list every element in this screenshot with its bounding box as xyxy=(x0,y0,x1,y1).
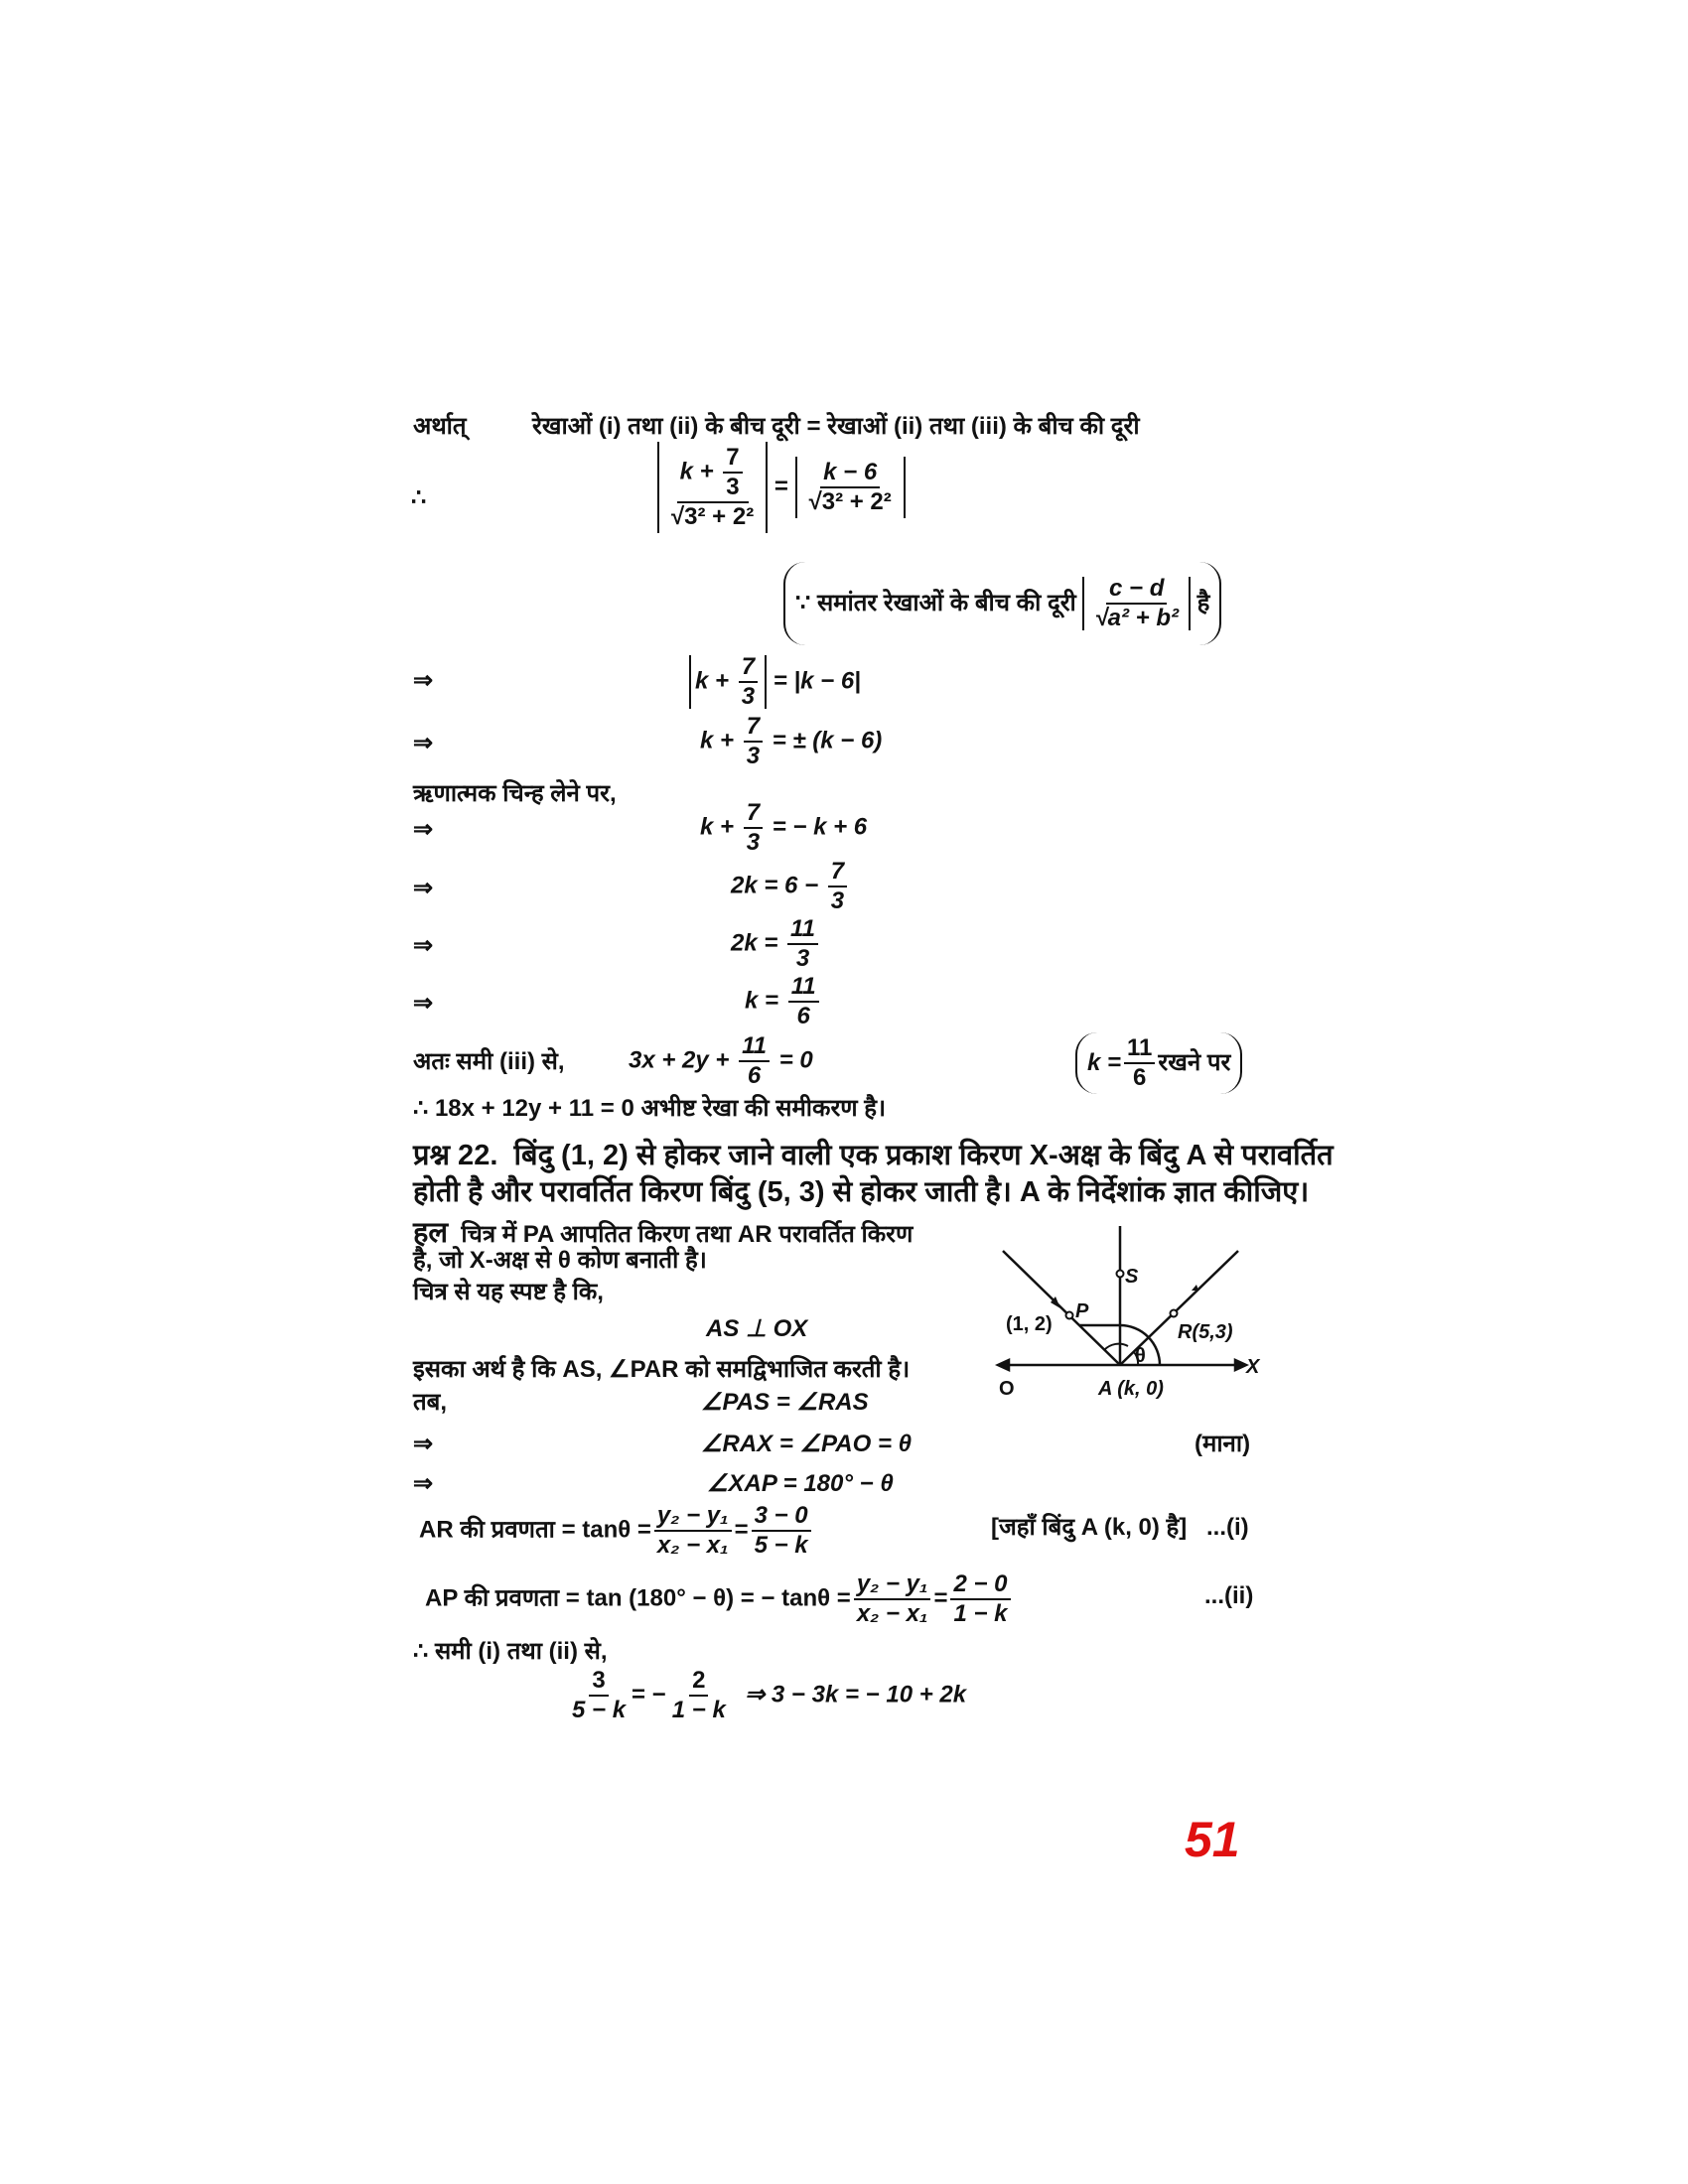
equation-tag: ...(ii) xyxy=(1204,1582,1254,1609)
ray-arrow xyxy=(1192,1285,1198,1291)
frac-den: 5 − k xyxy=(572,1697,627,1723)
frac-num: 11 xyxy=(739,1034,770,1062)
angle-equation: ∠RAX = ∠PAO = θ xyxy=(701,1431,913,1457)
axis-arrow-right xyxy=(1235,1360,1246,1370)
frac-den: √3² + 2² xyxy=(808,488,892,515)
frac-num: y₂ − y₁ xyxy=(654,1504,732,1532)
frac-num: 2 − 0 xyxy=(950,1572,1010,1600)
label-o: O xyxy=(999,1378,1015,1400)
from-equations-text: ∴ समी (i) तथा (ii) से, xyxy=(413,1638,608,1665)
frac-den: 1 − k xyxy=(671,1697,726,1723)
frac-den: 3 xyxy=(746,743,761,769)
frac-den: 1 − k xyxy=(953,1600,1008,1627)
frac-num: 7 xyxy=(828,860,847,887)
equals: = xyxy=(933,1584,948,1612)
text: 2k = 6 − xyxy=(731,872,825,899)
solution-label: हल xyxy=(413,1217,449,1249)
frac-num: 7 xyxy=(744,801,763,829)
then-text: तब, xyxy=(413,1389,448,1416)
text: AR की प्रवणता = tanθ = xyxy=(419,1516,651,1544)
frac-den: x₂ − x₁ xyxy=(856,1600,928,1627)
assumed-note: (माना) xyxy=(1195,1431,1251,1457)
frac-num: 11 xyxy=(788,975,819,1003)
implies-arrow: ⇒ xyxy=(413,1431,434,1457)
solution-text: है, जो X-अक्ष से θ कोण बनाती है। xyxy=(413,1247,707,1274)
angle-equation: ∠XAP = 180° − θ xyxy=(707,1470,894,1497)
frac-den: x₂ − x₁ xyxy=(656,1532,729,1559)
incident-ray xyxy=(1003,1251,1120,1365)
line1-lead: अर्थात् xyxy=(413,413,467,440)
text: ⇒ 3 − 3k = − 10 + 2k xyxy=(745,1681,967,1708)
equals: = xyxy=(734,1516,749,1544)
text: = − xyxy=(632,1681,666,1708)
equation-8 xyxy=(629,1034,813,1088)
frac-num: 11 xyxy=(787,917,818,945)
implies-arrow: ⇒ xyxy=(413,1470,434,1497)
frac-text: k + xyxy=(679,458,721,485)
result-equation: ∴ 18x + 12y + 11 = 0 अभीष्ट रेखा की समीकरण है। xyxy=(413,1095,887,1122)
implies-arrow: ⇒ xyxy=(413,667,434,694)
text: = |k − 6| xyxy=(773,667,861,695)
frac-den: 3 xyxy=(746,829,761,856)
question-label: प्रश्न 22. xyxy=(413,1140,498,1171)
equation-6 xyxy=(731,917,821,971)
text: = ± (k − 6) xyxy=(772,727,883,754)
note-text: ∵ समांतर रेखाओं के बीच की दूरी xyxy=(795,590,1076,616)
equation-5 xyxy=(731,860,850,913)
frac-num: 7 xyxy=(744,715,763,743)
text: रखने पर xyxy=(1158,1049,1231,1076)
question-line: होती है और परावर्तित किरण बिंदु (5, 3) से होकर जाती है। A के निर्देशांक ज्ञात कीजिए। xyxy=(413,1176,1310,1208)
label-p: P xyxy=(1075,1300,1089,1322)
text: k + xyxy=(700,727,741,754)
equation-2 xyxy=(689,655,861,709)
frac-num: 3 xyxy=(589,1669,608,1697)
frac-den: 3 xyxy=(726,474,740,500)
text: 2k = xyxy=(731,929,785,957)
frac-num: 2 xyxy=(689,1669,708,1697)
perpendicular-statement: AS ⊥ OX xyxy=(706,1315,808,1342)
solution-text: चित्र से यह स्पष्ट है कि, xyxy=(413,1279,604,1305)
frac-den: 5 − k xyxy=(754,1532,808,1559)
slope-note: [जहाँ बिंदु A (k, 0) है] xyxy=(991,1514,1188,1541)
text: k = xyxy=(1087,1049,1122,1076)
frac-num: 3 − 0 xyxy=(752,1504,811,1532)
frac-den: √a² + b² xyxy=(1094,605,1179,631)
label-theta: θ xyxy=(1135,1345,1146,1367)
text: k = xyxy=(745,987,785,1015)
reflection-diagram xyxy=(993,1211,1266,1410)
frac-den: 6 xyxy=(796,1003,810,1029)
equation-3 xyxy=(700,715,882,768)
equation-distance-equality xyxy=(657,442,906,533)
question-22 xyxy=(413,1142,1334,1170)
point-r xyxy=(1171,1310,1178,1317)
axis-arrow-left xyxy=(998,1360,1009,1370)
frac-num: k − 6 xyxy=(820,461,880,488)
frac-num: 11 xyxy=(1124,1036,1155,1064)
label-s: S xyxy=(1125,1266,1139,1288)
text: = 0 xyxy=(778,1046,813,1074)
implies-arrow: ⇒ xyxy=(413,932,434,959)
equation-7 xyxy=(745,975,822,1028)
hence-text: अतः समी (iii) से, xyxy=(413,1048,565,1075)
page-number: 51 xyxy=(1185,1812,1240,1867)
frac-num: 7 xyxy=(739,655,758,683)
frac-den: √3² + 2² xyxy=(671,503,755,530)
final-equation xyxy=(566,1669,966,1722)
equals: = xyxy=(774,473,788,500)
label-x: X xyxy=(1246,1356,1260,1378)
label-a: A (k, 0) xyxy=(1098,1378,1164,1400)
frac-den: 3 xyxy=(795,945,810,972)
line1-text: रेखाओं (i) तथा (ii) के बीच दूरी = रेखाओं (ii) तथा (iii) के बीच की दूरी xyxy=(532,413,1140,440)
point-s xyxy=(1117,1271,1124,1278)
text: k + xyxy=(700,813,741,841)
point-p xyxy=(1066,1312,1073,1319)
frac-den: 6 xyxy=(747,1062,762,1089)
label-point-1-2: (1, 2) xyxy=(1006,1313,1053,1335)
text: AP की प्रवणता = tan (180° − θ) = − tanθ = xyxy=(425,1584,851,1612)
implies-arrow: ⇒ xyxy=(413,816,434,843)
note-k-value xyxy=(1075,1032,1242,1094)
solution-text: इसका अर्थ है कि AS, ∠PAR को समद्विभाजित करती है। xyxy=(413,1356,911,1383)
frac-den: 3 xyxy=(741,683,756,710)
frac-den: 3 xyxy=(830,887,845,914)
frac-num: 7 xyxy=(723,446,742,474)
implies-arrow: ⇒ xyxy=(413,730,434,756)
label-r: R(5,3) xyxy=(1178,1321,1233,1343)
slope-ar-equation xyxy=(419,1504,814,1558)
text: 3x + 2y + xyxy=(629,1046,737,1074)
frac-num: y₂ − y₁ xyxy=(854,1572,931,1600)
implies-arrow: ⇒ xyxy=(413,875,434,901)
note-tail: है xyxy=(1196,590,1210,616)
frac-den: 6 xyxy=(1133,1064,1147,1091)
equation-tag: ...(i) xyxy=(1206,1514,1249,1541)
implies-arrow: ⇒ xyxy=(413,990,434,1017)
slope-ap-equation xyxy=(425,1572,1014,1626)
solution-text: चित्र में PA आपतित किरण तथा AR परावर्तित किरण xyxy=(461,1221,914,1248)
negative-sign-text: ऋणात्मक चिन्ह लेने पर, xyxy=(413,780,617,807)
therefore-symbol: ∴ xyxy=(411,484,427,511)
frac-num: c − d xyxy=(1106,577,1167,605)
text: = − k + 6 xyxy=(772,813,868,841)
equation-4 xyxy=(700,801,867,855)
angle-equation: ∠PAS = ∠RAS xyxy=(701,1389,869,1416)
question-line: बिंदु (1, 2) से होकर जाने वाली एक प्रकाश किरण X-अक्ष के बिंदु A से परावर्तित xyxy=(513,1140,1334,1171)
angle-arc-small xyxy=(1104,1344,1128,1350)
note-parallel-distance xyxy=(783,562,1221,645)
text: k + xyxy=(695,667,736,695)
